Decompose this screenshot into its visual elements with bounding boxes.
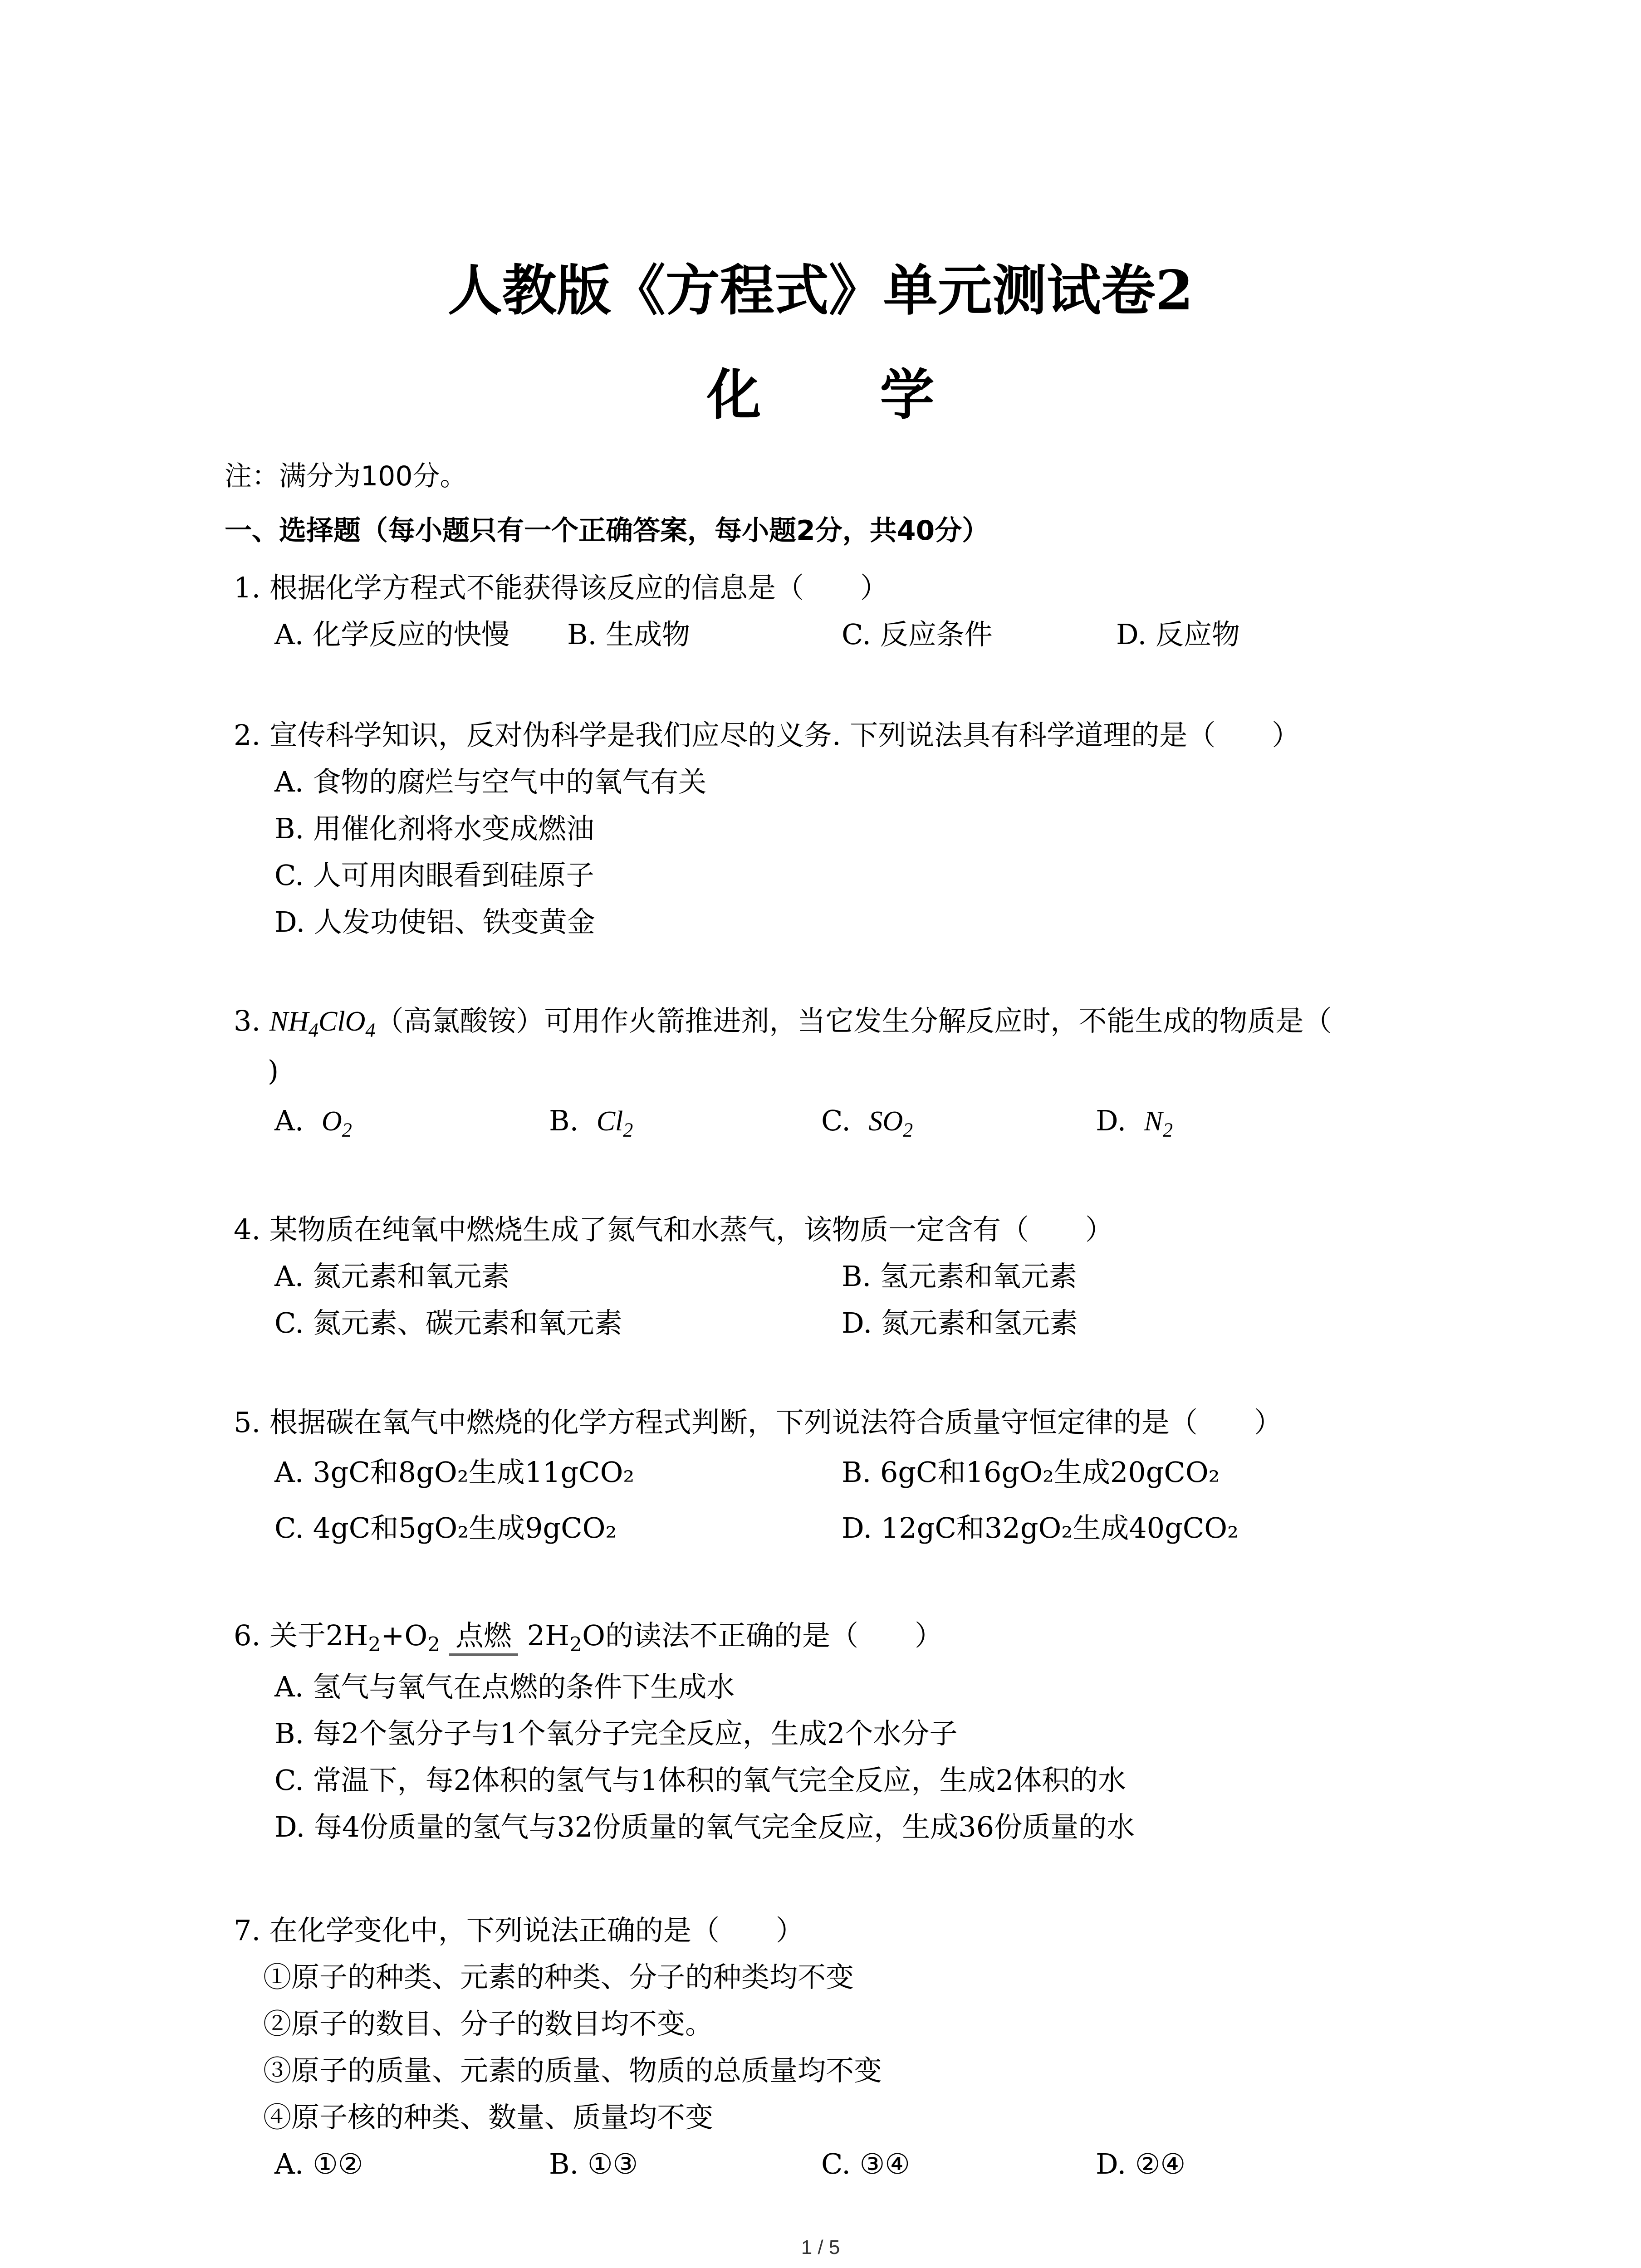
question-4-option-c: C. 氮元素、碳元素和氧元素 xyxy=(274,1306,622,1339)
question-4-stem: 4. 某物质在纯氧中燃烧生成了氮气和水蒸气，该物质一定含有（ ） xyxy=(234,1213,1113,1246)
question-3-number: 3. xyxy=(234,1004,261,1037)
question-3-stem xyxy=(234,1004,1332,1041)
reaction-arrow-line xyxy=(449,1653,518,1656)
page-title: 人教版《方程式》单元测试卷2 xyxy=(447,259,1194,323)
question-1-option-a: A. 化学反应的快慢 xyxy=(274,618,510,651)
question-6-option-b: B. 每2个氢分子与1个氧分子完全反应，生成2个水分子 xyxy=(274,1717,958,1750)
question-5-option-a: A. 3gC和8gO₂生成11gCO₂ xyxy=(274,1456,635,1489)
question-6-option-d: D. 每4份质量的氢气与32份质量的氧气完全反应，生成36份质量的水 xyxy=(274,1810,1135,1843)
question-3-formula-nh: NH xyxy=(269,1006,309,1037)
question-2-option-c: C. 人可用肉眼看到硅原子 xyxy=(274,859,594,892)
question-7-statement-1: ①原子的种类、元素的种类、分子的种类均不变 xyxy=(263,1960,854,1994)
question-6-stem: 6. 关于$2H_2+O_2$ 点燃 $2H_2O$的读法不正确的是（ ） xyxy=(234,1619,943,1657)
question-2-stem: 2. 宣传科学知识，反对伪科学是我们应尽的义务. 下列说法具有科学道理的是（ ） xyxy=(234,719,1300,752)
question-7-option-d: D. ②④ xyxy=(1096,2147,1186,2180)
question-3-option-d: D. $N_2$ xyxy=(1096,1104,1173,1141)
question-3-formula-clo: ClO xyxy=(318,1006,366,1037)
question-1-option-c: C. 反应条件 xyxy=(842,618,993,651)
question-7-option-a: A. ①② xyxy=(274,2147,363,2180)
question-3-text: （高氯酸铵）可用作火箭推进剂，当它发生分解反应时，不能生成的物质是（ xyxy=(375,1004,1332,1037)
question-4-option-d: D. 氮元素和氢元素 xyxy=(842,1306,1078,1339)
question-3-close-paren: ) xyxy=(268,1054,279,1087)
page-number: 1 / 5 xyxy=(801,2236,840,2258)
question-3-sub-1: 4 xyxy=(309,1019,319,1041)
question-6-option-a: A. 氢气与氧气在点燃的条件下生成水 xyxy=(274,1670,735,1703)
question-4-option-a: A. 氮元素和氧元素 xyxy=(274,1260,510,1293)
section-heading: 一、选择题（每小题只有一个正确答案，每小题2分，共40分） xyxy=(225,515,989,547)
question-3-option-b: B. $Cl_2$ xyxy=(549,1104,633,1141)
question-3-option-c: C. $SO_2$ xyxy=(821,1104,913,1141)
question-1-option-b: B. 生成物 xyxy=(567,618,690,651)
question-5-stem: 5. 根据碳在氧气中燃烧的化学方程式判断，下列说法符合质量守恒定律的是（ ） xyxy=(234,1406,1282,1439)
question-7-statement-3: ③原子的质量、元素的质量、物质的总质量均不变 xyxy=(263,2054,882,2087)
question-3-option-a: A. $O_2$ xyxy=(274,1104,352,1141)
question-3-sub-2: 4 xyxy=(365,1019,376,1041)
question-7-option-b: B. ①③ xyxy=(549,2147,638,2180)
question-7-option-c: C. ③④ xyxy=(821,2147,910,2180)
question-7-statement-2: ②原子的数目、分子的数目均不变。 xyxy=(263,2007,714,2040)
question-2-option-a: A. 食物的腐烂与空气中的氧气有关 xyxy=(274,765,707,798)
question-4-option-b: B. 氢元素和氧元素 xyxy=(842,1260,1077,1293)
question-7-stem: 7. 在化学变化中，下列说法正确的是（ ） xyxy=(234,1914,804,1947)
question-7-statement-4: ④原子核的种类、数量、质量均不变 xyxy=(263,2101,714,2134)
question-2-option-b: B. 用催化剂将水变成燃油 xyxy=(274,812,594,845)
question-1-option-d: D. 反应物 xyxy=(1116,618,1240,651)
question-1-stem: 1. 根据化学方程式不能获得该反应的信息是（ ） xyxy=(234,571,888,604)
score-note: 注：满分为100分。 xyxy=(225,460,467,492)
question-5-option-c: C. 4gC和5gO₂生成9gCO₂ xyxy=(274,1511,617,1545)
question-5-option-d: D. 12gC和32gO₂生成40gCO₂ xyxy=(842,1511,1239,1545)
reaction-condition: 点燃 xyxy=(449,1622,518,1650)
question-6-option-c: C. 常温下，每2体积的氢气与1体积的氧气完全反应，生成2体积的水 xyxy=(274,1764,1126,1797)
page-subtitle: 化 学 xyxy=(706,363,985,427)
question-5-option-b: B. 6gC和16gO₂生成20gCO₂ xyxy=(842,1456,1220,1489)
question-2-option-d: D. 人发功使铝、铁变黄金 xyxy=(274,905,595,938)
